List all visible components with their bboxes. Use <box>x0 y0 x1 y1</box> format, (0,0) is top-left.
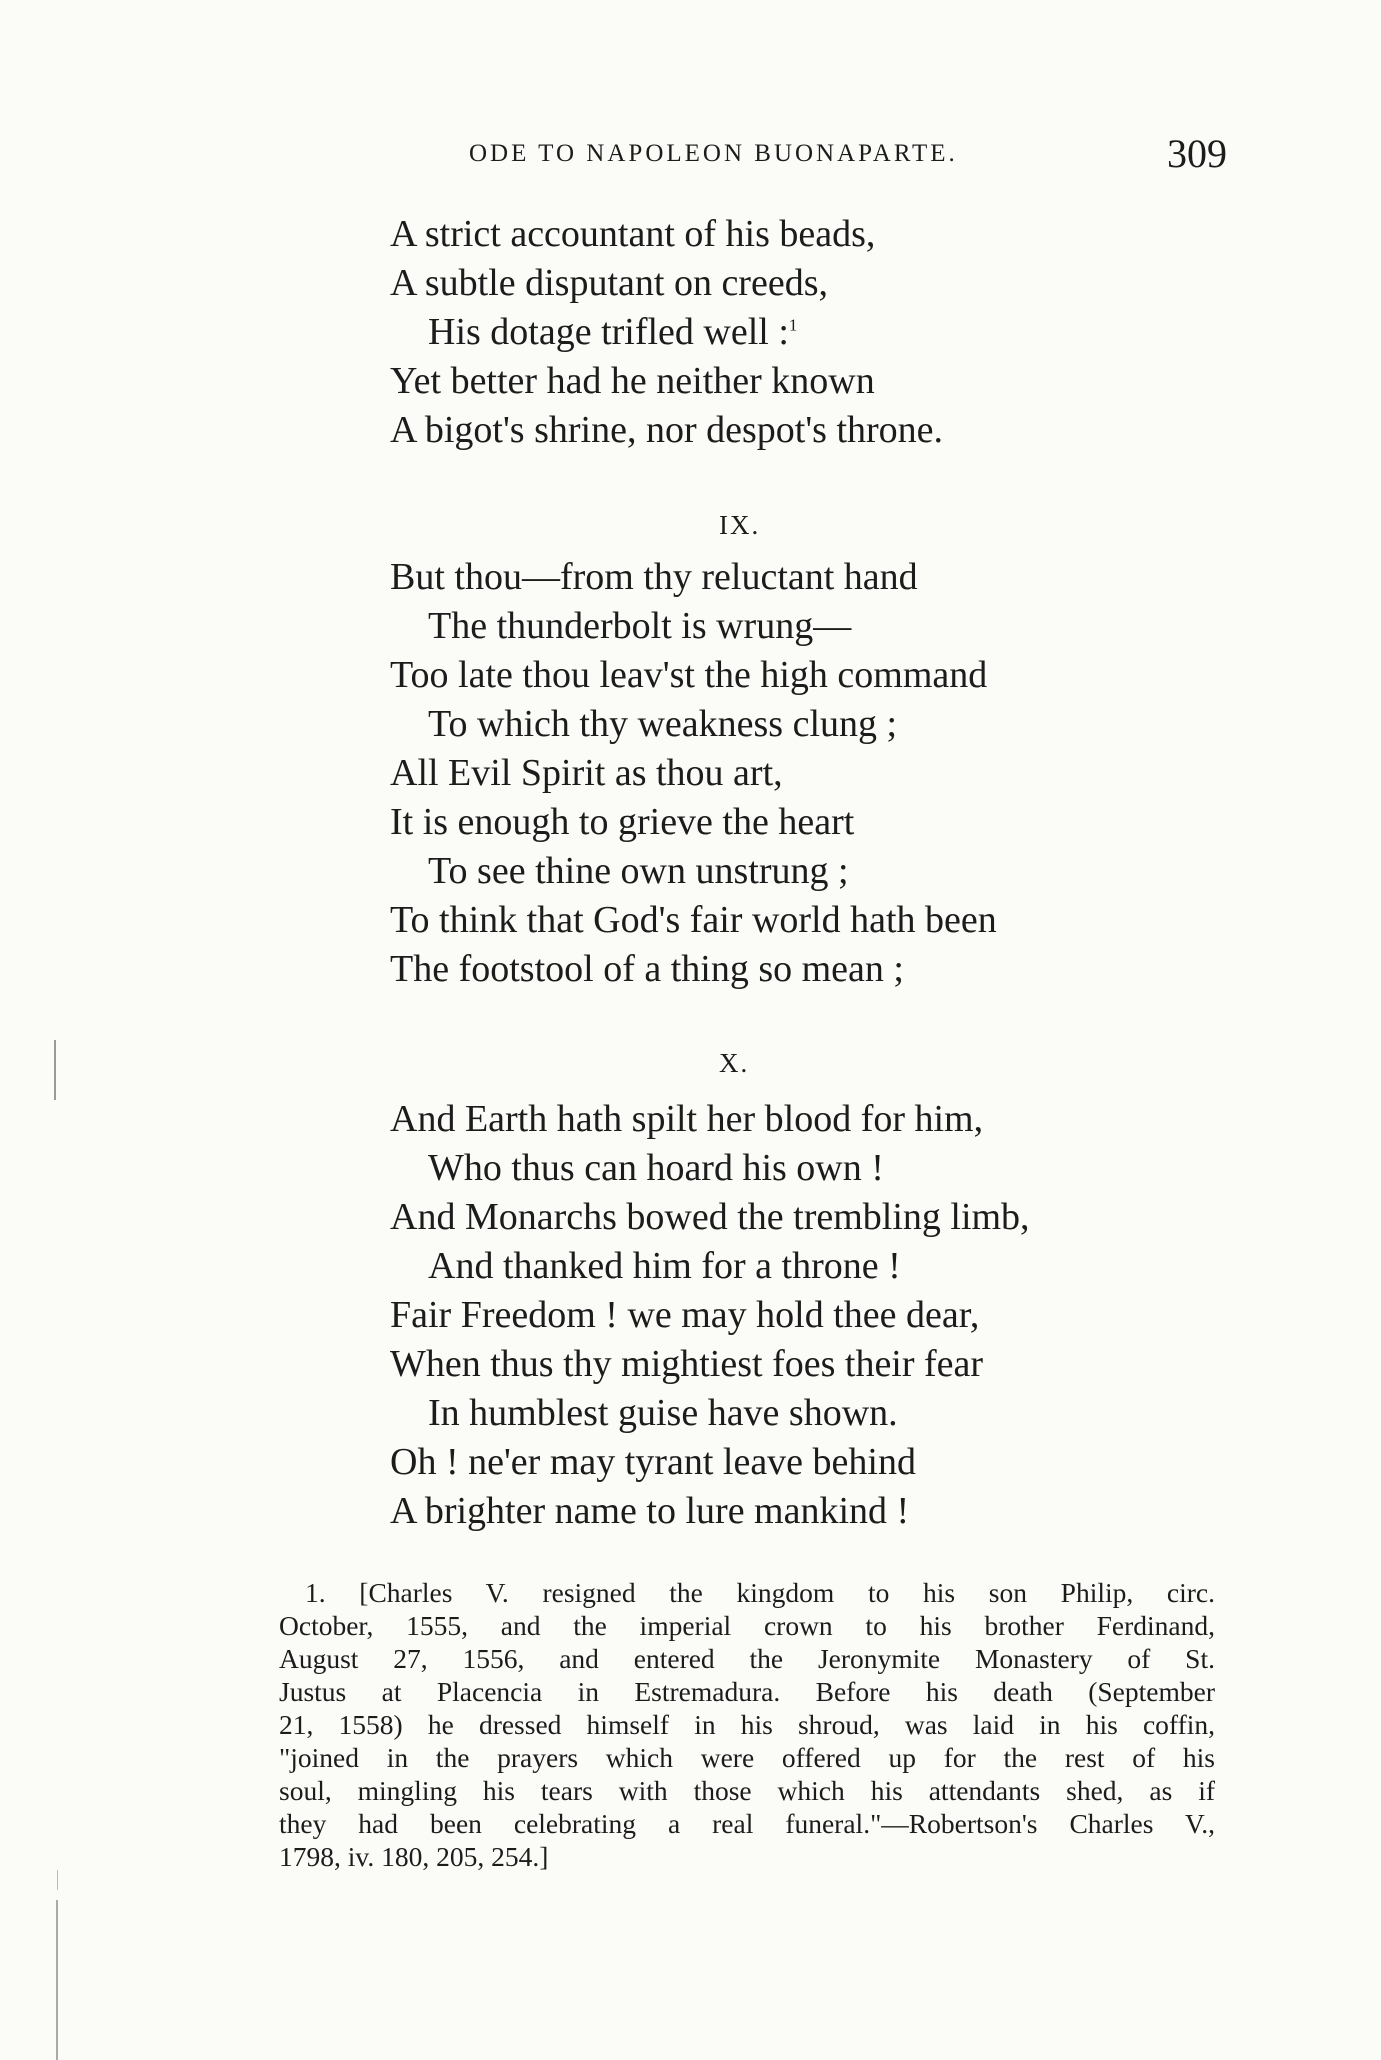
footnote-line: soul, mingling his tears with those which his attendants shed, as if <box>279 1775 1215 1806</box>
poem-line: And Earth hath spilt her blood for him, <box>390 1098 984 1140</box>
footnote-line: October, 1555, and the imperial crown to his brother Ferdinand, <box>279 1610 1215 1641</box>
poem-line: It is enough to grieve the heart <box>390 801 855 843</box>
poem-line: But thou—from thy reluctant hand <box>390 556 918 598</box>
poem-line: To think that God's fair world hath been <box>390 899 997 941</box>
poem-line: To see thine own unstrung ; <box>428 850 849 892</box>
scan-mark <box>54 1040 56 1100</box>
poem-line: The footstool of a thing so mean ; <box>390 948 904 990</box>
scan-mark <box>57 1870 58 1890</box>
poem-line: A strict accountant of his beads, <box>390 213 876 255</box>
poem-line: And thanked him for a throne ! <box>428 1245 901 1287</box>
poem-line: Who thus can hoard his own ! <box>428 1147 884 1189</box>
page-number: 309 <box>1167 131 1227 176</box>
poem-line: When thus thy mightiest foes their fear <box>390 1343 984 1385</box>
poem-line <box>428 313 797 351</box>
running-title: ODE TO NAPOLEON BUONAPARTE. <box>469 140 958 167</box>
stanza-x-numeral: X. <box>719 1048 750 1078</box>
poem-line: Oh ! ne'er may tyrant leave behind <box>390 1441 916 1483</box>
poem-line: Yet better had he neither known <box>390 360 875 402</box>
poem-line: To which thy weakness clung ; <box>428 703 898 745</box>
poem-line-text: His dotage trifled well : <box>428 311 789 353</box>
poem-line: A subtle disputant on creeds, <box>390 262 828 304</box>
poem-line: And Monarchs bowed the trembling limb, <box>390 1196 1030 1238</box>
poem-line: Too late thou leav'st the high command <box>390 654 988 696</box>
footnote-line: 21, 1558) he dressed himself in his shroud, was laid in his coffin, <box>279 1709 1215 1740</box>
poem-line: The thunderbolt is wrung— <box>428 605 852 647</box>
footnote-line: Justus at Placencia in Estremadura. Before his death (September <box>279 1676 1215 1707</box>
poem-line: All Evil Spirit as thou art, <box>390 752 783 794</box>
stanza-ix-numeral: IX. <box>719 510 761 540</box>
scan-mark <box>56 1900 58 2060</box>
poem-line: Fair Freedom ! we may hold thee dear, <box>390 1294 980 1336</box>
footnote-line: 1798, iv. 180, 205, 254.] <box>279 1841 549 1872</box>
footnote-line: 1. [Charles V. resigned the kingdom to his son Philip, circ. <box>305 1577 1215 1608</box>
footnote <box>279 1576 1215 1873</box>
poem-line: In humblest guise have shown. <box>428 1392 898 1434</box>
footnote-line: "joined in the prayers which were offered up for the rest of his <box>279 1742 1215 1773</box>
poem-line: A bigot's shrine, nor despot's throne. <box>390 409 944 451</box>
footnote-marker: 1 <box>788 315 798 335</box>
poem-line: A brighter name to lure mankind ! <box>390 1490 910 1532</box>
footnote-line: they had been celebrating a real funeral."—Robertson's Charles V., <box>279 1808 1215 1839</box>
footnote-line: August 27, 1556, and entered the Jeronymite Monastery of St. <box>279 1643 1215 1674</box>
